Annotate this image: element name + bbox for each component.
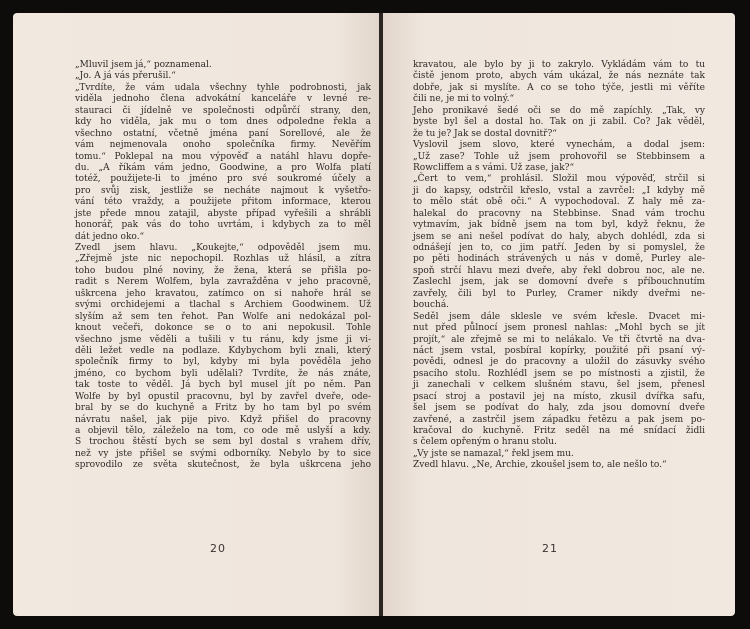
text-line: viděla jednoho člena advokátní kanceláře v levné re- <box>75 94 371 105</box>
text-line: po pěti hodinách strávených u nás v domě, Purley ale- <box>413 254 705 265</box>
text-line: jsem se ani nešel podívat do haly, abych dohlédl, zda si <box>413 231 705 242</box>
text-line: zavřené, a zastrčil jsem západku řetězu a pak jsem po- <box>413 414 705 425</box>
text-line: Zvedl hlavu. „Ne, Archie, zkoušel jsem to, ale nešlo to.“ <box>413 460 667 471</box>
text-line: a objevil tělo, záleželo na tom, co ode mě uslyší a kdy. <box>75 426 371 436</box>
text-line: všechno ostatní, včetně jména paní Sorellové, ale že <box>75 128 371 139</box>
text-line: radit s Nerem Wolfem, byla zavražděna v jeho pracovně, <box>75 277 371 288</box>
left-page-text <box>75 60 371 472</box>
text-line: „Zřejmě jste nic nepochopil. Rozhlas už hlásil, a zítra <box>75 254 371 265</box>
text-line: Vyslovil jsem slovo, které vynechám, a dodal jsem: <box>413 140 705 151</box>
text-line: jméno, co bychom byli udělali? Tvrdíte, že nás znáte, <box>75 368 371 379</box>
text-line: vám nejmenovala onoho společníka firmy. Nevěřím <box>75 140 371 151</box>
text-line: bral by se do kuchyně a Fritz by ho tam byl po svém <box>75 403 371 414</box>
text-line: povědi, odnesl je do pracovny a uložil do zásuvky svého <box>413 357 705 368</box>
text-line: Zaslechl jsem, jak se domovní dveře s příbouchnutím <box>413 277 705 288</box>
text-line: „Už zase? Tohle už jsem prohovořil se Stebbinsem a <box>413 151 705 162</box>
text-line: projít,“ ale zřejmě se mi to nelákalo. Ve tři čtvrtě na dva- <box>413 334 705 345</box>
text-line: tak toste to věděl. Já bych byl musel jít po něm. Pan <box>75 380 371 391</box>
text-line: Seděl jsem dále sklesle ve svém křesle. Dvacet mi- <box>413 311 705 322</box>
text-line: náct jsem vstal, posbíral kopírky, použité při psaní vý- <box>413 345 705 356</box>
text-line: psací stroj a postavil jej na místo, zkusil dvířka safu, <box>413 391 705 402</box>
left-page <box>13 13 379 616</box>
text-line: spoň strčí hlavu mezi dveře, aby řekl dobrou noc, ale ne. <box>413 265 705 276</box>
text-line: odnášejí jen to, co jim patří. Jeden by si pomyslel, že <box>413 243 705 253</box>
text-line: čistě jenom proto, abych vám ukázal, že nás neznáte tak <box>413 71 705 82</box>
text-line: to mělo stát obě oči.“ A vypochodoval. Z haly mě za- <box>413 197 705 208</box>
text-line: vytmavím, jak bídně jsem na tom byl, když řeknu, že <box>413 220 705 231</box>
text-line: „Mluvil jsem já,“ poznamenal. <box>75 60 212 70</box>
text-line: toho budou plné noviny, že žena, která se přišla po- <box>75 265 371 276</box>
text-line: „Vy jste se namazal,“ řekl jsem mu. <box>413 448 574 459</box>
text-line: kravatou, ale bylo by ji to zakrylo. Vykládám vám to tu <box>413 60 705 70</box>
text-line: halekal do pracovny na Stebbinse. Snad vám trochu <box>413 208 705 219</box>
text-line: nut před půlnocí jsem pronesl nahlas: „Mohl bych se jít <box>413 323 705 334</box>
text-line: společník firmy to byl, kdyby mi byla pověděla jeho <box>75 357 371 368</box>
text-line: totéž, použijete-li to jméno pro své soukromé účely a <box>75 174 371 185</box>
text-line: ji do kapsy, odstrčil křeslo, vstal a zavrčel: „I kdyby mě <box>413 185 705 196</box>
text-line: „Čert to vem,“ prohlásil. Složil mou výpověď, strčil si <box>413 174 705 185</box>
text-line: du. „A říkám vám jedno, Goodwine, a pro Wolfa platí <box>75 162 371 173</box>
text-line: „Jo. A já vás přerušil.“ <box>75 71 176 82</box>
text-line: Zvedl jsem hlavu. „Koukejte,“ odpověděl jsem mu. <box>75 243 371 253</box>
text-line: svými orchidejemi a tlachal s Archiem Goodwinem. Už <box>75 300 371 311</box>
text-line: Rowcliffem a s vámi. Už zase, jak?“ <box>413 162 575 173</box>
text-line: že tu je? Jak se dostal dovnitř?“ <box>413 128 557 139</box>
text-line: ji zanechali v celkem slušném stavu, šel jsem, přenesl <box>413 380 705 391</box>
page-number: 21 <box>542 542 558 555</box>
text-line: sprovodilo ze světa skutečnost, že byla uškrcena jeho <box>75 460 371 471</box>
text-line: kračoval do kuchyně. Fritz seděl na mé snídací židli <box>413 426 705 436</box>
text-line: S trochou štěstí bych se sem byl dostal s vrahem dřív, <box>75 437 371 448</box>
text-line: s čelem opřeným o hranu stolu. <box>413 437 557 448</box>
text-line: návratu našel, jak pije pivo. Když přišel do pracovny <box>75 414 371 425</box>
text-line: zavřely, čili byl to Purley, Cramer nikdy dveřmi ne- <box>413 288 705 299</box>
text-line: honorář, pak vás do toho uvrtám, i kdybych za to měl <box>75 220 371 231</box>
text-line: vání této vraždy, a použijete přitom informace, kterou <box>75 197 371 208</box>
right-page <box>383 13 735 616</box>
text-line: všechno jsme věděli a tušili v tu ránu, kdy jsme ji vi- <box>75 334 371 345</box>
text-line: dobře, jak si myslíte. A co se toho týče, jestli mi věříte <box>413 82 705 93</box>
text-line: pro svůj zisk, jestliže se necháte najmout k vyšetřo- <box>75 185 371 196</box>
text-line: než vy jste přišel se svými odborníky. Nebylo by to sice <box>75 448 371 459</box>
page-number: 20 <box>210 542 226 555</box>
text-line: Wolfe by byl opustil pracovnu, byl by zavřel dveře, ode- <box>75 391 371 402</box>
text-line: „Tvrdíte, že vám udala všechny tyhle podrobnosti, jak <box>75 82 371 93</box>
text-line: bouchá. <box>413 300 450 311</box>
text-line: tomu.“ Poklepal na mou výpověď a natáhl hlavu dopře- <box>75 151 371 162</box>
text-line: čili ne, je mi to volný.“ <box>413 94 515 105</box>
text-line: slyším až sem ten řehot. Pan Wolfe ani nedokázal pol- <box>75 311 371 322</box>
text-line: dát jedno oko.“ <box>75 231 145 242</box>
text-line: kdy ho viděla, jak mu o tom dnes odpoledne řekla a <box>75 117 371 128</box>
right-page-text <box>413 60 705 472</box>
text-line: byste byl šel a dostal ho. Tak on ji zabil. Co? Jak věděl, <box>413 117 705 128</box>
text-line: psacího stolu. Rozhlédl jsem se po místnosti a zjistil, že <box>413 368 705 379</box>
text-line: jste přede mnou zatajil, abyste případ vyřešili a shrábli <box>75 208 371 219</box>
text-line: stauraci či jídelně ve společnosti odpůrčí strany, den, <box>75 105 371 116</box>
text-line: šel jsem se podívat do haly, zda jsou domovní dveře <box>413 403 705 414</box>
text-line: děli ležet vedle na podlaze. Kdybychom byli znali, který <box>75 345 371 356</box>
text-line: knout večeři, dokonce se o to ani nepokusil. Tohle <box>75 323 371 334</box>
text-line: uškrcena jeho kravatou, zatímco on si nahoře hrál se <box>75 288 371 299</box>
text-line: Jeho pronikavé šedé oči se do mě zapíchly. „Tak, vy <box>413 105 705 116</box>
